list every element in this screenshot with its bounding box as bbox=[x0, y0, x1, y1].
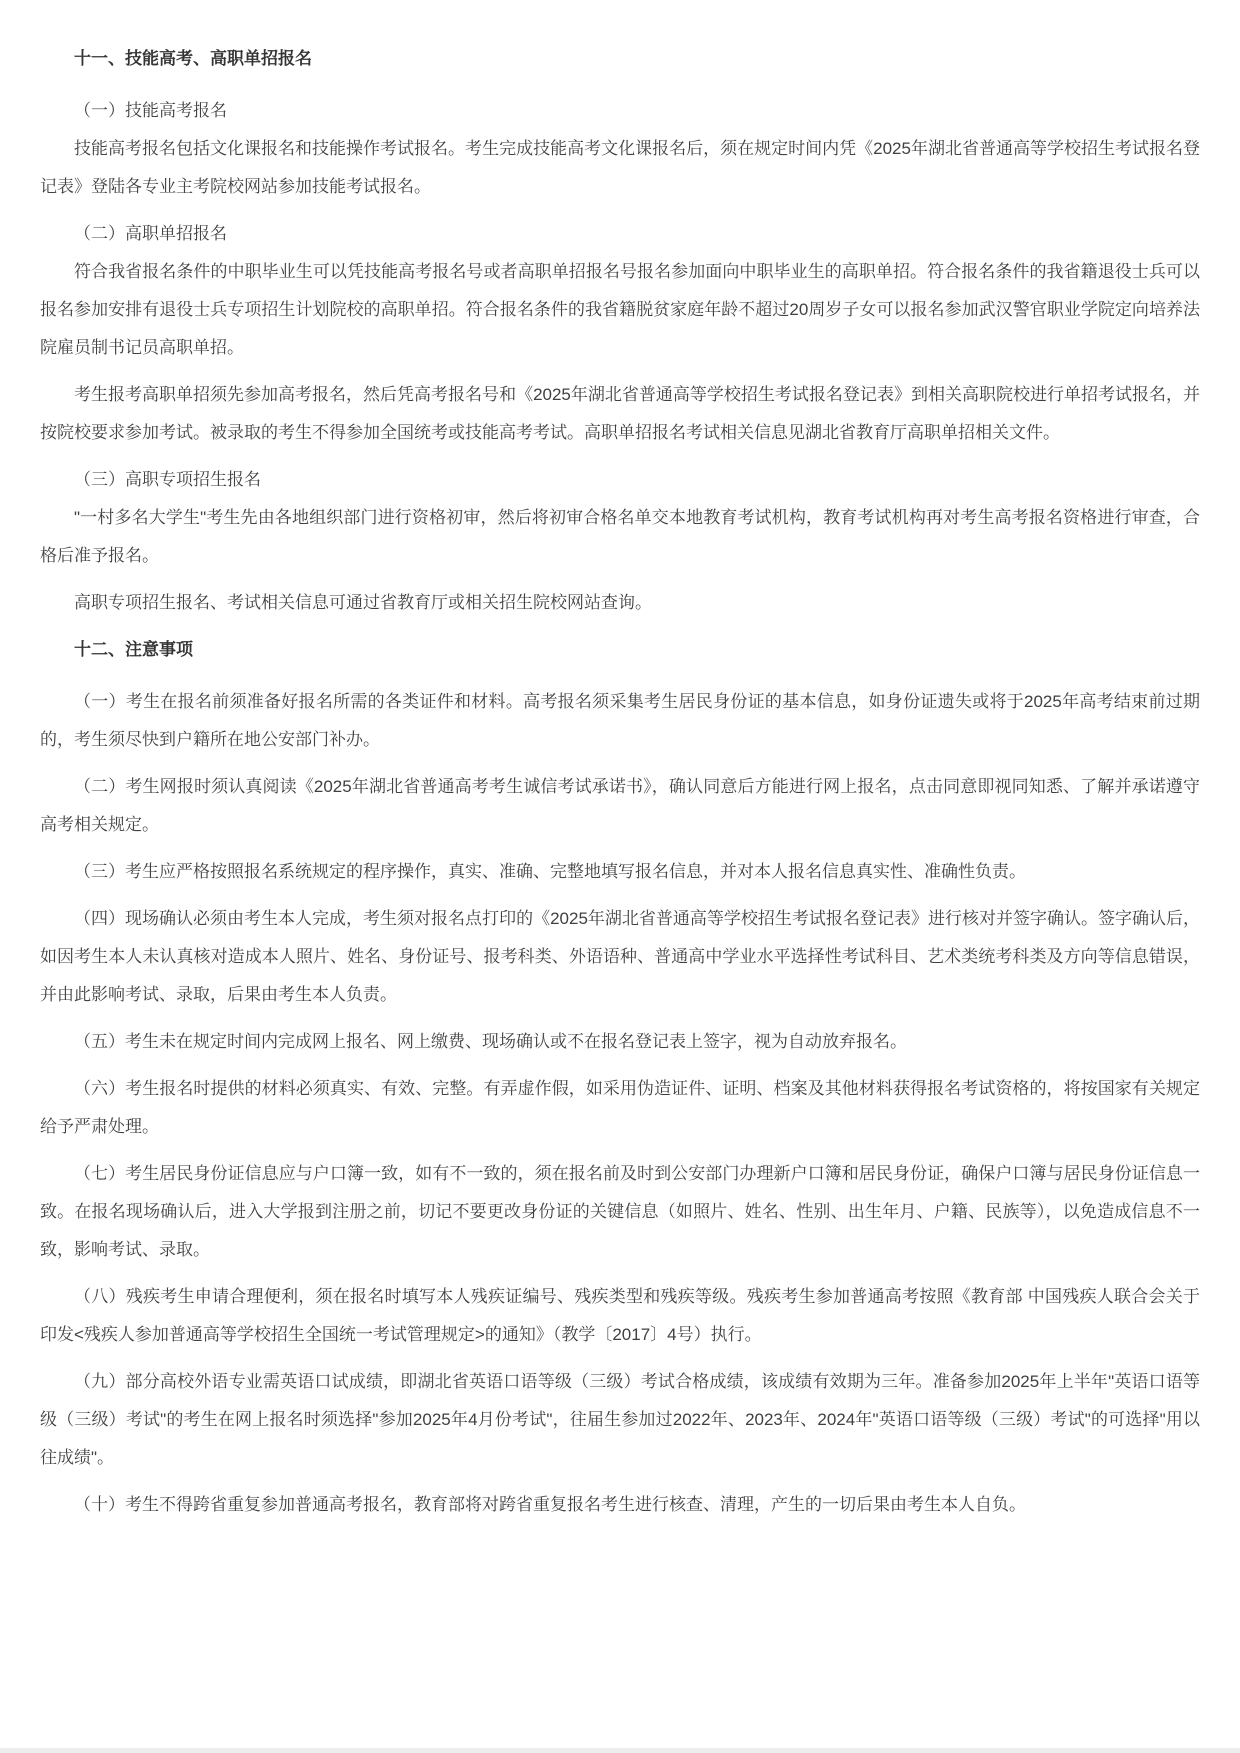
section-heading: 十一、技能高考、高职单招报名 bbox=[74, 49, 312, 68]
section-heading: 十二、注意事项 bbox=[74, 640, 193, 659]
note-item-2: （二）考生网报时须认真阅读《2025年湖北省普通高考考生诚信考试承诺书》，确认同意后方能进行网上报名，点击同意即视同知悉、了解并承诺遵守高考相关规定。 bbox=[40, 777, 1200, 834]
page-bottom-divider bbox=[0, 1748, 1240, 1753]
note-item-5: （五）考生未在规定时间内完成网上报名、网上缴费、现场确认或不在报名登记表上签字，视为自动放弃报名。 bbox=[74, 1032, 907, 1051]
subheading-special-recruit: （三）高职专项招生报名 bbox=[74, 470, 261, 489]
subheading-single-recruit: （二）高职单招报名 bbox=[74, 224, 227, 243]
note-item-9: （九）部分高校外语专业需英语口试成绩，即湖北省英语口语等级（三级）考试合格成绩，该成绩有效期为三年。准备参加2025年上半年"英语口语等级（三级）考试"的考生在网上报名时须选择"参加2025年4月份考试"，往届生参加过2022年、2023年、2024年"英语口语等级（三级）考试"的可选择"用以往成绩"。 bbox=[40, 1372, 1200, 1467]
section-12-notes bbox=[40, 631, 1200, 1524]
paragraph: 技能高考报名包括文化课报名和技能操作考试报名。考生完成技能高考文化课报名后，须在规定时间内凭《2025年湖北省普通高等学校招生考试报名登记表》登陆各专业主考院校网站参加技能考试报名。 bbox=[40, 139, 1200, 196]
section-11-skill-exam-registration bbox=[40, 40, 1200, 622]
note-item-4: （四）现场确认必须由考生本人完成，考生须对报名点打印的《2025年湖北省普通高等学校招生考试报名登记表》进行核对并签字确认。签字确认后，如因考生本人未认真核对造成本人照片、姓名、身份证号、报考科类、外语语种、普通高中学业水平选择性考试科目、艺术类统考科类及方向等信息错误，并由此影响考试、录取，后果由考生本人负责。 bbox=[40, 909, 1200, 1004]
note-item-8: （八）残疾考生申请合理便利，须在报名时填写本人残疾证编号、残疾类型和残疾等级。残疾考生参加普通高考按照《教育部 中国残疾人联合会关于印发<残疾人参加普通高等学校招生全国统一考试管理规定>的通知》（教学〔2017〕4号）执行。 bbox=[40, 1287, 1200, 1344]
note-item-1: （一）考生在报名前须准备好报名所需的各类证件和材料。高考报名须采集考生居民身份证的基本信息，如身份证遗失或将于2025年高考结束前过期的，考生须尽快到户籍所在地公安部门补办。 bbox=[40, 692, 1200, 749]
paragraph: 符合我省报名条件的中职毕业生可以凭技能高考报名号或者高职单招报名号报名参加面向中职毕业生的高职单招。符合报名条件的我省籍退役士兵可以报名参加安排有退役士兵专项招生计划院校的高职单招。符合报名条件的我省籍脱贫家庭年龄不超过20周岁子女可以报名参加武汉警官职业学院定向培养法院雇员制书记员高职单招。 bbox=[40, 262, 1200, 357]
note-item-6: （六）考生报名时提供的材料必须真实、有效、完整。有弄虚作假，如采用伪造证件、证明、档案及其他材料获得报名考试资格的，将按国家有关规定给予严肃处理。 bbox=[40, 1079, 1200, 1136]
paragraph: 高职专项招生报名、考试相关信息可通过省教育厅或相关招生院校网站查询。 bbox=[74, 593, 652, 612]
note-item-10: （十）考生不得跨省重复参加普通高考报名，教育部将对跨省重复报名考生进行核查、清理，产生的一切后果由考生本人自负。 bbox=[74, 1495, 1026, 1514]
paragraph: 考生报考高职单招须先参加高考报名，然后凭高考报名号和《2025年湖北省普通高等学校招生考试报名登记表》到相关高职院校进行单招考试报名，并按院校要求参加考试。被录取的考生不得参加全国统考或技能高考考试。高职单招报名考试相关信息见湖北省教育厅高职单招相关文件。 bbox=[40, 385, 1200, 442]
note-item-7: （七）考生居民身份证信息应与户口簿一致，如有不一致的，须在报名前及时到公安部门办理新户口簿和居民身份证，确保户口簿与居民身份证信息一致。在报名现场确认后，进入大学报到注册之前，切记不要更改身份证的关键信息（如照片、姓名、性别、出生年月、户籍、民族等），以免造成信息不一致，影响考试、录取。 bbox=[40, 1164, 1200, 1259]
paragraph: "一村多名大学生"考生先由各地组织部门进行资格初审，然后将初审合格名单交本地教育考试机构，教育考试机构再对考生高考报名资格进行审查，合格后准予报名。 bbox=[40, 508, 1200, 565]
subheading-skill-exam: （一）技能高考报名 bbox=[74, 101, 227, 120]
note-item-3: （三）考生应严格按照报名系统规定的程序操作，真实、准确、完整地填写报名信息，并对本人报名信息真实性、准确性负责。 bbox=[74, 862, 1026, 881]
